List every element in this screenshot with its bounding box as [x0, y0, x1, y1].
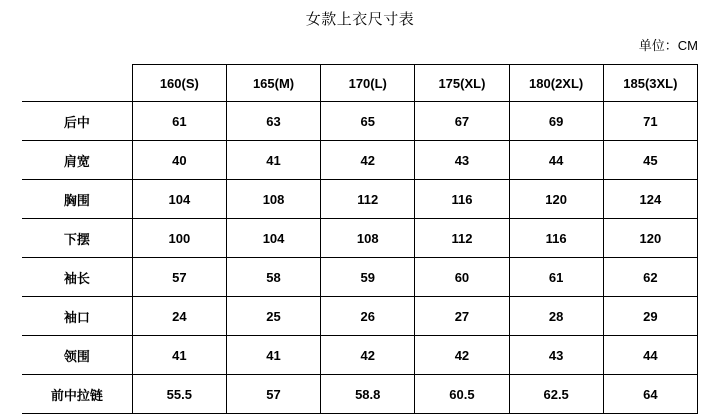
table-header: [22, 65, 698, 102]
table-cell: 71: [603, 102, 697, 141]
row-label: 下摆: [22, 219, 132, 258]
table-cell: 27: [415, 297, 509, 336]
column-header-165m: 165(M): [226, 65, 320, 102]
row-label: 袖口: [22, 297, 132, 336]
table-row: [22, 141, 698, 180]
table-body: [22, 102, 698, 414]
column-header-160s: 160(S): [132, 65, 226, 102]
size-table: [22, 64, 698, 414]
table-cell: 40: [132, 141, 226, 180]
table-cell: 116: [509, 219, 603, 258]
table-cell: 43: [509, 336, 603, 375]
table-cell: 24: [132, 297, 226, 336]
table-corner-cell: [22, 65, 132, 102]
row-label: 后中: [22, 102, 132, 141]
column-header-175xl: 175(XL): [415, 65, 509, 102]
table-cell: 29: [603, 297, 697, 336]
table-cell: 57: [132, 258, 226, 297]
table-cell: 116: [415, 180, 509, 219]
table-cell: 41: [226, 336, 320, 375]
row-label: 袖长: [22, 258, 132, 297]
table-row: [22, 102, 698, 141]
table-row: [22, 297, 698, 336]
table-cell: 41: [226, 141, 320, 180]
table-cell: 69: [509, 102, 603, 141]
table-cell: 62: [603, 258, 697, 297]
table-cell: 42: [321, 336, 415, 375]
table-cell: 104: [226, 219, 320, 258]
table-cell: 60: [415, 258, 509, 297]
table-cell: 120: [603, 219, 697, 258]
table-cell: 25: [226, 297, 320, 336]
unit-label: 单位：CM: [638, 38, 698, 53]
table-cell: 65: [321, 102, 415, 141]
table-cell: 120: [509, 180, 603, 219]
page-title: 女款上衣尺寸表: [305, 11, 415, 28]
table-cell: 61: [509, 258, 603, 297]
table-row: [22, 180, 698, 219]
table-cell: 43: [415, 141, 509, 180]
table-cell: 44: [603, 336, 697, 375]
table-cell: 57: [226, 375, 320, 414]
table-cell: 104: [132, 180, 226, 219]
table-cell: 67: [415, 102, 509, 141]
table-cell: 108: [226, 180, 320, 219]
row-label: 胸围: [22, 180, 132, 219]
table-cell: 44: [509, 141, 603, 180]
table-cell: 58.8: [321, 375, 415, 414]
table-cell: 108: [321, 219, 415, 258]
table-header-row: [22, 65, 698, 102]
table-cell: 59: [321, 258, 415, 297]
table-row: [22, 219, 698, 258]
column-header-180-2xl: 180(2XL): [509, 65, 603, 102]
table-row: [22, 375, 698, 414]
row-label: 前中拉链: [22, 375, 132, 414]
row-label: 肩宽: [22, 141, 132, 180]
table-row: [22, 258, 698, 297]
table-cell: 64: [603, 375, 697, 414]
table-cell: 42: [415, 336, 509, 375]
table-cell: 28: [509, 297, 603, 336]
column-header-185-3xl: 185(3XL): [603, 65, 697, 102]
table-cell: 26: [321, 297, 415, 336]
table-cell: 58: [226, 258, 320, 297]
table-cell: 62.5: [509, 375, 603, 414]
table-row: [22, 336, 698, 375]
table-cell: 42: [321, 141, 415, 180]
table-cell: 55.5: [132, 375, 226, 414]
table-cell: 41: [132, 336, 226, 375]
table-cell: 45: [603, 141, 697, 180]
table-cell: 60.5: [415, 375, 509, 414]
table-cell: 63: [226, 102, 320, 141]
table-cell: 61: [132, 102, 226, 141]
table-cell: 112: [321, 180, 415, 219]
table-cell: 112: [415, 219, 509, 258]
row-label: 领围: [22, 336, 132, 375]
column-header-170l: 170(L): [321, 65, 415, 102]
table-cell: 124: [603, 180, 697, 219]
table-cell: 100: [132, 219, 226, 258]
